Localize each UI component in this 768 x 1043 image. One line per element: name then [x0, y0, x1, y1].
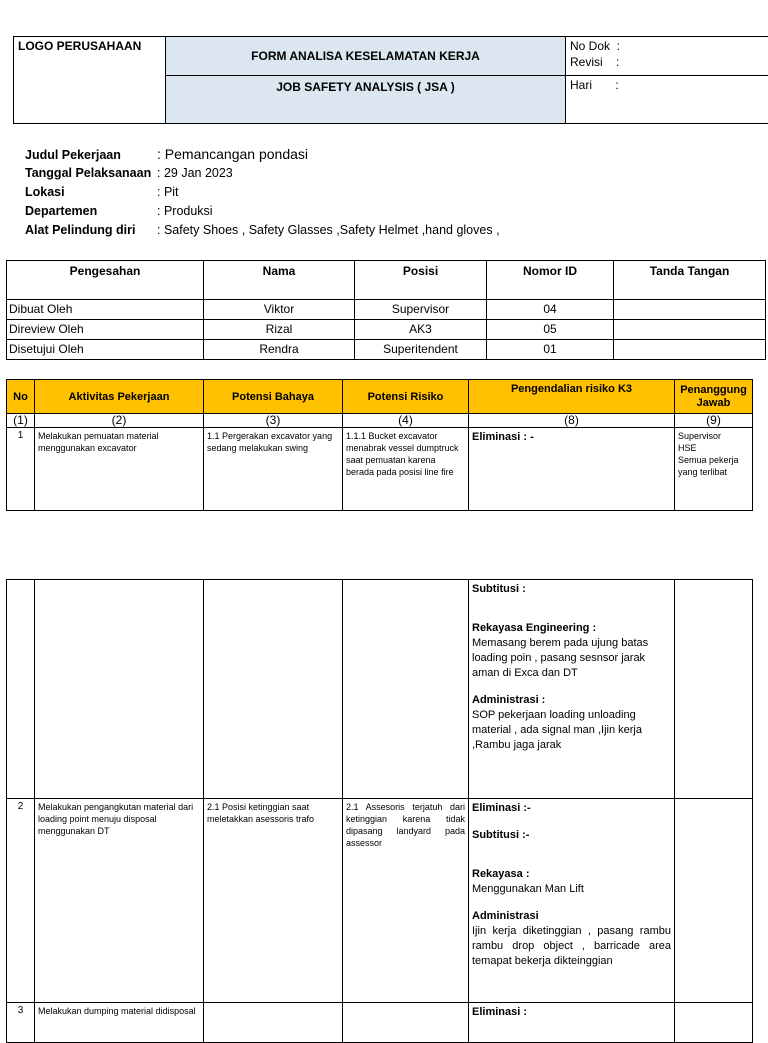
pj-line: HSE	[678, 442, 749, 454]
info-value: : 29 Jan 2023	[157, 164, 233, 183]
jsa-table-page-2	[6, 579, 753, 1043]
hari-label: Hari :	[566, 76, 768, 124]
pengendalian-cell	[469, 799, 675, 1003]
table-row	[7, 300, 766, 320]
pj-line: Semua pekerja yang terlibat	[678, 454, 749, 478]
info-value: : Produksi	[157, 202, 213, 221]
pj-cell	[675, 428, 753, 511]
info-label: Judul Pekerjaan	[25, 146, 157, 165]
no-dok-label: No Dok :	[570, 38, 767, 54]
row-no: 2	[7, 799, 35, 1003]
aktivitas-cell	[35, 580, 204, 799]
signature-cell[interactable]	[614, 320, 766, 340]
row-no: 3	[7, 1003, 35, 1043]
rekayasa-label: Rekayasa :	[472, 867, 671, 882]
col-number: (9)	[675, 414, 753, 428]
info-label: Lokasi	[25, 183, 157, 202]
info-label: Departemen	[25, 202, 157, 221]
aktivitas-cell: Melakukan pengangkutan material dari loading point menuju disposal menggunakan DT	[35, 799, 204, 1003]
subtitusi-label: Subtitusi :	[472, 582, 671, 597]
info-value: : Pemancangan pondasi	[157, 145, 308, 164]
name-cell: Rizal	[204, 320, 355, 340]
col-posisi: Posisi	[355, 261, 487, 300]
signature-cell[interactable]	[614, 340, 766, 360]
col-number: (1)	[7, 414, 35, 428]
administrasi-label: Administrasi	[472, 909, 671, 924]
rekayasa-text: Menggunakan Man Lift	[472, 882, 671, 897]
col-bahaya: Potensi Bahaya	[204, 380, 343, 414]
info-judul-pekerjaan	[25, 145, 308, 164]
company-logo-placeholder: LOGO PERUSAHAAN	[14, 37, 166, 124]
table-row	[7, 428, 753, 511]
eliminasi-label: Eliminasi :	[472, 1005, 671, 1020]
rekayasa-text: Memasang berem pada ujung batas loading poin , pasang sesnsor jarak aman di Exca dan DT	[472, 636, 671, 681]
info-apd	[25, 221, 500, 240]
bahaya-cell: 1.1 Pergerakan excavator yang sedang melakukan swing	[204, 428, 343, 511]
col-number: (2)	[35, 414, 204, 428]
pengendalian-cell	[469, 1003, 675, 1043]
administrasi-text: Ijin kerja diketinggian , pasang rambu rambu drop object , barricade area temapat bekerja dikteinggian	[472, 924, 671, 969]
col-no: No	[7, 380, 35, 414]
info-label: Tanggal Pelaksanaan	[25, 164, 157, 183]
pj-cell	[675, 799, 753, 1003]
signature-cell[interactable]	[614, 300, 766, 320]
table-row	[7, 799, 753, 1003]
role-cell: Disetujui Oleh	[7, 340, 204, 360]
info-label: Alat Pelindung diri	[25, 221, 157, 240]
role-cell: Direview Oleh	[7, 320, 204, 340]
eliminasi-label: Eliminasi : -	[472, 430, 671, 445]
info-value: : Pit	[157, 183, 179, 202]
row-no	[7, 580, 35, 799]
col-risiko: Potensi Risiko	[343, 380, 469, 414]
position-cell: Supervisor	[355, 300, 487, 320]
pj-cell	[675, 580, 753, 799]
col-pengendalian: Pengendalian risiko K3	[469, 380, 675, 414]
position-cell: Superitendent	[355, 340, 487, 360]
pj-cell	[675, 1003, 753, 1043]
pengendalian-cell	[469, 428, 675, 511]
document-header	[13, 36, 768, 124]
name-cell: Rendra	[204, 340, 355, 360]
col-pengesahan: Pengesahan	[7, 261, 204, 300]
info-departemen	[25, 202, 213, 221]
col-nomor-id: Nomor ID	[487, 261, 614, 300]
col-number: (3)	[204, 414, 343, 428]
role-cell: Dibuat Oleh	[7, 300, 204, 320]
id-cell: 05	[487, 320, 614, 340]
table-row	[7, 1003, 753, 1043]
rekayasa-label: Rekayasa Engineering :	[472, 621, 671, 636]
table-row	[7, 320, 766, 340]
subtitusi-label: Subtitusi :-	[472, 828, 671, 843]
table-row	[7, 340, 766, 360]
aktivitas-cell: Melakukan dumping material didisposal	[35, 1003, 204, 1043]
doc-meta-top	[566, 37, 768, 76]
risiko-cell	[343, 1003, 469, 1043]
col-aktivitas: Aktivitas Pekerjaan	[35, 380, 204, 414]
id-cell: 04	[487, 300, 614, 320]
pj-line: Supervisor	[678, 430, 749, 442]
approval-table	[6, 260, 766, 360]
col-number: (4)	[343, 414, 469, 428]
administrasi-text: SOP pekerjaan loading unloading material , ada signal man ,Ijin kerja ,Rambu jaga jarak	[472, 708, 671, 753]
risiko-cell: 2.1 Assesoris terjatuh dari ketinggian karena tidak dipasang landyard pada assessor	[343, 799, 469, 1003]
pengendalian-cell	[469, 580, 675, 799]
administrasi-label: Administrasi :	[472, 693, 671, 708]
col-tanda-tangan: Tanda Tangan	[614, 261, 766, 300]
revisi-label: Revisi :	[570, 54, 767, 70]
aktivitas-cell: Melakukan pemuatan material menggunakan excavator	[35, 428, 204, 511]
name-cell: Viktor	[204, 300, 355, 320]
col-number: (8)	[469, 414, 675, 428]
col-penanggung-jawab: Penanggung Jawab	[675, 380, 753, 414]
row-no: 1	[7, 428, 35, 511]
col-nama: Nama	[204, 261, 355, 300]
form-subtitle: JOB SAFETY ANALYSIS ( JSA )	[166, 76, 566, 124]
bahaya-cell: 2.1 Posisi ketinggian saat meletakkan asessoris trafo	[204, 799, 343, 1003]
risiko-cell	[343, 580, 469, 799]
eliminasi-label: Eliminasi :-	[472, 801, 671, 816]
bahaya-cell	[204, 1003, 343, 1043]
info-tanggal	[25, 164, 233, 183]
info-value: : Safety Shoes , Safety Glasses ,Safety Helmet ,hand gloves ,	[157, 221, 500, 240]
position-cell: AK3	[355, 320, 487, 340]
risiko-cell: 1.1.1 Bucket excavator menabrak vessel dumptruck saat pemuatan karena berada pada posisi line fire	[343, 428, 469, 511]
column-number-row	[7, 414, 753, 428]
id-cell: 01	[487, 340, 614, 360]
form-title: FORM ANALISA KESELAMATAN KERJA	[166, 37, 566, 76]
bahaya-cell	[204, 580, 343, 799]
table-row	[7, 580, 753, 799]
jsa-table-page-1	[6, 379, 753, 511]
info-lokasi	[25, 183, 179, 202]
